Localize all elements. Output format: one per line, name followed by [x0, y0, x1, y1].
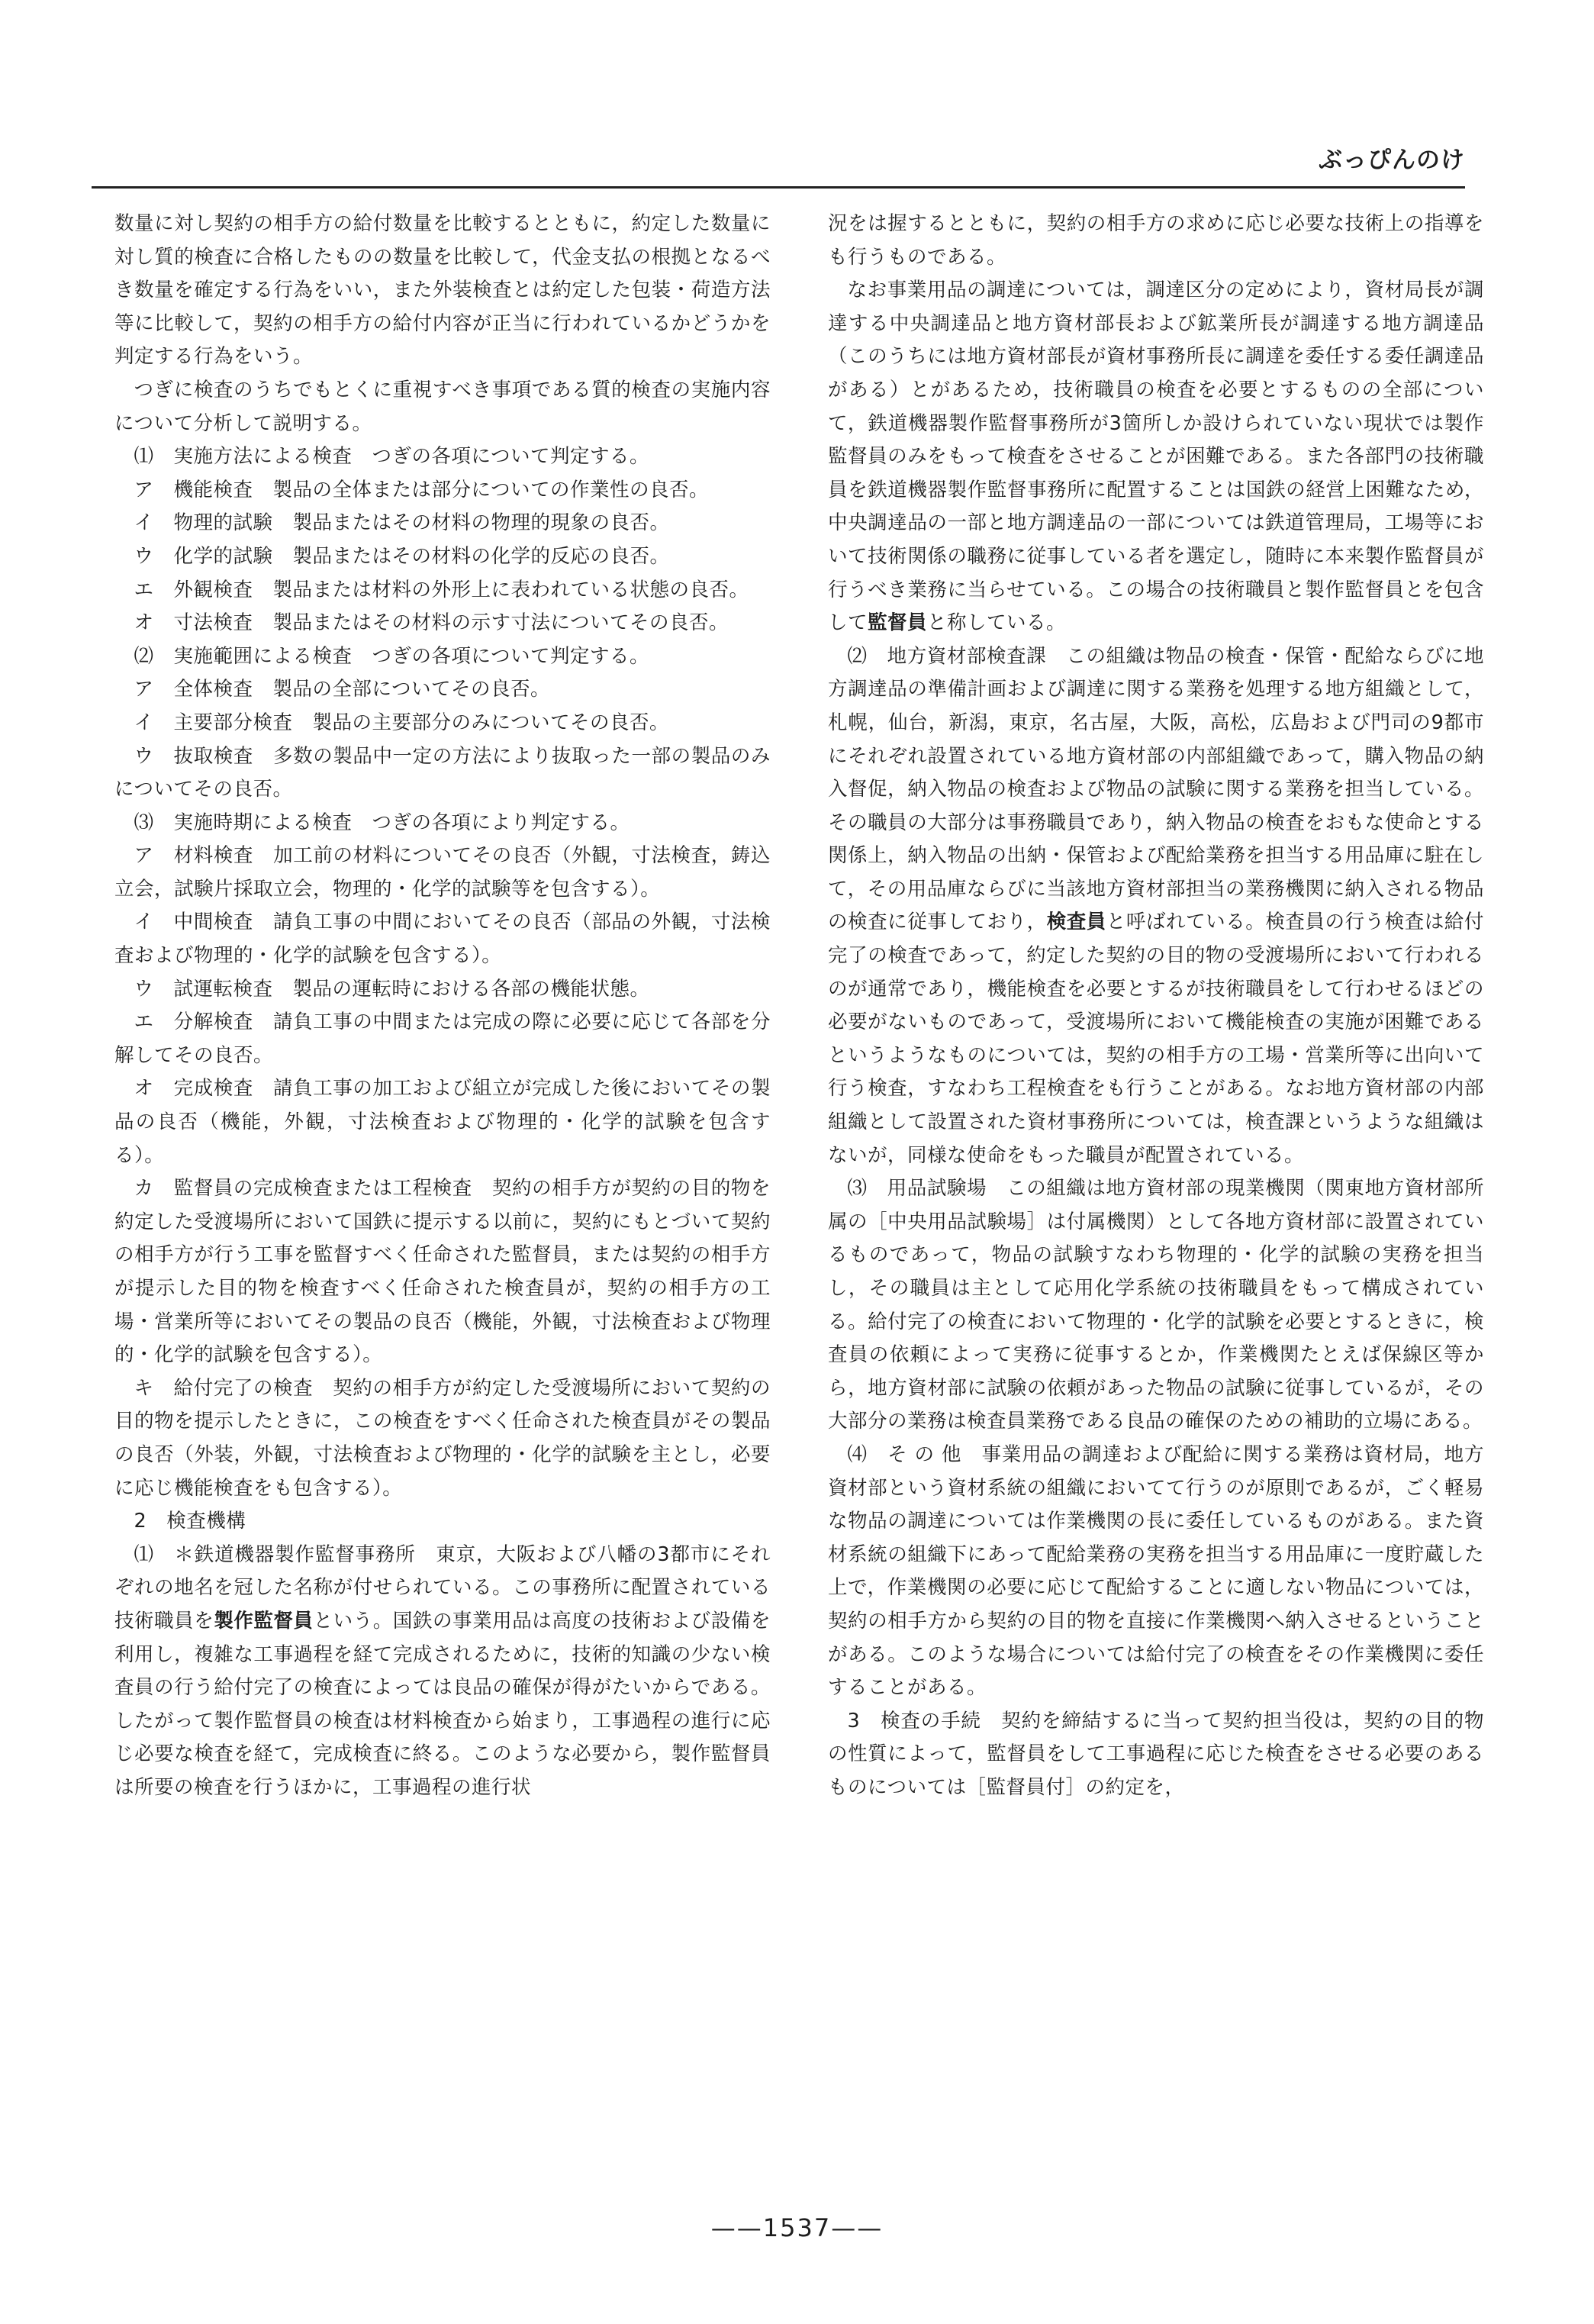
text-run: ⑴ ＊鉄道機器製作監督事務所 東京，大阪および八幡の3都市にそれぞれの地名を冠した名称が付せられている。この事務所に配置されている技術職員を — [114, 1542, 771, 1633]
text-run: と呼ばれている。検査員の行う検査は給付完了の検査であって，約定した契約の目的物の受渡場所において行われるのが通常であり，機能検査を必要とするが技術職員をして行わせるほどの必要がないものであって，受渡場所において機能検査の実施が困難であるというようなものについては，契約の相手方の工場・営業所等に出向いて行う検査，すなわち工程検査をも行うことがある。なお地方資材部の内部組織として設置された資材事務所については，検査課というような組織はないが，同様な使命をもった職員が配置されている。 — [828, 911, 1484, 1167]
paragraph: 数量に対し契約の相手方の給付数量を比較するとともに，約定した数量に対し質的検査に合格したものの数量を比較して，代金支払の根拠となるべき数量を確定する行為をいい，また外装検査とは約定した包装・荷造方法等に比較して，契約の相手方の給付内容が正当に行われているかどうかを判定する行為をいう。 — [114, 212, 771, 369]
bold-term: 監督員 — [868, 611, 928, 635]
text-run: なお事業用品の調達については，調達区分の定めにより，資材局長が調達する中央調達品と地方資材部長および鉱業所長が調達する地方調達品（このうちには地方資材部長が資材事務所長に調達を委任する委任調達品がある）とがあるため，技術職員の検査を必要とするものの全部について，鉄道機器製作監督事務所が3箇所しか設けられていない現状では製作監督員のみをもって検査をさせることが困難である。また各部門の技術職員を鉄道機器製作監督事務所に配置することは国鉄の経営上困難なため，中央調達品の一部と地方調達品の一部については鉄道管理局，工場等において技術関係の職務に従事している者を選定し，随時に本来製作監督員が行うべき業務に当らせている。この場合の技術職員と製作監督員とを包含して — [828, 279, 1484, 635]
list-item: ア 全体検査 製品の全部についてその良否。 — [134, 678, 550, 701]
list-item: キ 給付完了の検査 契約の相手方が約定した受渡場所において契約の目的物を提示したときに，この検査をすべく任命された検査員がその製品の良否（外装，外観，寸法検査および物理的・化学的試験を主とし，必要に応じ機能検査をも包含する）。 — [114, 1376, 771, 1500]
running-header — [92, 140, 1465, 180]
text-run: という。国鉄の事業用品は高度の技術および設備を利用し，複雑な工事過程を経て完成されるために，技術的知識の少ない検査員の行う給付完了の検査によっては良品の確保が得がたいからである。したがって製作監督員の検査は材料検査から始まり，工事過程の進行に応じ必要な検査を経て，完成検査に終る。このような必要から，製作監督員は所要の検査を行うほかに，工事過程の進行状 — [114, 1609, 771, 1799]
header-rule — [92, 186, 1465, 189]
list-item: エ 外観検査 製品または材料の外形上に表われている状態の良否。 — [134, 578, 749, 601]
list-item: オ 完成検査 請負工事の加工および組立が完成した後においてその製品の良否（機能，外観，寸法検査および物理的・化学的試験を包含する）。 — [114, 1077, 771, 1167]
list-item: ア 機能検査 製品の全体または部分についての作業性の良否。 — [134, 478, 709, 501]
right-column — [828, 208, 1484, 1805]
list-item: オ 寸法検査 製品またはその材料の示す寸法についてその良否。 — [134, 611, 729, 635]
page-number: ——1537—— — [710, 2213, 884, 2242]
paragraph: つぎに検査のうちでもとくに重視すべき事項である質的検査の実施内容について分析して説明する。 — [114, 378, 771, 435]
list-item: イ 主要部分検査 製品の主要部分のみについてその良否。 — [134, 711, 669, 734]
list-item: エ 分解検査 請負工事の中間または完成の際に必要に応じて各部を分解してその良否。 — [114, 1011, 771, 1067]
paragraph: ⑶ 用品試験場 この組織は地方資材部の現業機関（関東地方資材部所属の［中央用品試験場］は付属機関）として各地方資材部に設置されているものであって，物品の試験すなわち物理的・化学的試験の実務を担当し，その職員は主として応用化学系統の技術職員をもって構成されている。給付完了の検査において物理的・化学的試験を必要とするときに，検査員の依頼によって実務に従事するとか，作業機関たとえば保線区等から，地方資材部に試験の依頼があった物品の試験に従事しているが，その大部分の業務は検査員業務である良品の確保のための補助的立場にある。 — [828, 1177, 1484, 1433]
text-run: と称している。 — [927, 611, 1067, 635]
paragraph — [114, 1539, 771, 1805]
list-item: ウ 化学的試験 製品またはその材料の化学的反応の良否。 — [134, 544, 670, 568]
paragraph: 況をは握するとともに，契約の相手方の求めに応じ必要な技術上の指導をも行うものである。 — [828, 212, 1484, 269]
list-item: ⑶ 実施時期による検査 つぎの各項により判定する。 — [134, 811, 630, 834]
list-item: イ 物理的試験 製品またはその材料の物理的現象の良否。 — [134, 511, 670, 535]
section-heading: 2 検査機構 — [134, 1510, 246, 1533]
bold-term: 検査員 — [1046, 911, 1106, 934]
list-item: ウ 抜取検査 多数の製品中一定の方法により抜取った一部の製品のみについてその良否。 — [114, 744, 771, 801]
paragraph — [828, 640, 1484, 1173]
list-item: ⑴ 実施方法による検査 つぎの各項について判定する。 — [134, 445, 649, 469]
paragraph — [828, 274, 1484, 640]
text-run: ⑵ 地方資材部検査課 この組織は物品の検査・保管・配給ならびに地方調達品の準備計画および調達に関する業務を処理する地方組織として，札幌，仙台，新潟，東京，名古屋，大阪，高松，広島および門司の9都市にそれぞれ設置されている地方資材部の内部組織であって，購入物品の納入督促，納入物品の検査および物品の試験に関する業務を担当している。その職員の大部分は事務職員であり，納入物品の検査をおもな使命とする関係上，納入物品の出納・保管および配給業務を担当する用品庫に駐在して，その用品庫ならびに当該地方資材部担当の業務機関に納入される物品の検査に従事しており， — [828, 644, 1484, 934]
left-column — [114, 208, 771, 1805]
list-item: ウ 試運転検査 製品の運転時における各部の機能状態。 — [134, 977, 650, 1001]
list-item: カ 監督員の完成検査または工程検査 契約の相手方が契約の目的物を約定した受渡場所において国鉄に提示する以前に，契約にもとづいて契約の相手方が行う工事を監督すべく任命された監督員，または契約の相手方が提示した目的物を検査すべく任命された検査員が，契約の相手方の工場・営業所等においてその製品の良否（機能，外観，寸法検査および物理的・化学的試験を包含する）。 — [114, 1177, 771, 1367]
running-title: ぶっぴんのけ — [1319, 147, 1465, 174]
paragraph: 3 検査の手続 契約を締結するに当って契約担当役は，契約の目的物の性質によって，監督員をして工事過程に応じた検査をさせる必要のあるものについては［監督員付］の約定を， — [828, 1709, 1484, 1799]
list-item: イ 中間検査 請負工事の中間においてその良否（部品の外観，寸法検査および物理的・化学的試験を包含する）。 — [114, 911, 771, 968]
list-item: ⑵ 実施範囲による検査 つぎの各項について判定する。 — [134, 644, 649, 668]
paragraph: ⑷ そ の 他 事業用品の調達および配給に関する業務は資材局，地方資材部という資材系統の組織においてて行うのが原則であるが，ごく軽易な物品の調達については作業機関の長に委任しているものがある。また資材系統の組織下にあって配給業務の実務を担当する用品庫に一度貯蔵した上で，作業機関の必要に応じて配給することに適しない物品については，契約の相手方から契約の目的物を直接に作業機関へ納入させるということがある。このような場合については給付完了の検査をその作業機関に委任することがある。 — [828, 1442, 1484, 1700]
bold-term: 製作監督員 — [214, 1609, 314, 1633]
list-item: ア 材料検査 加工前の材料についてその良否（外観，寸法検査，鋳込立会，試験片採取立会，物理的・化学的試験等を包含する）。 — [114, 844, 771, 901]
